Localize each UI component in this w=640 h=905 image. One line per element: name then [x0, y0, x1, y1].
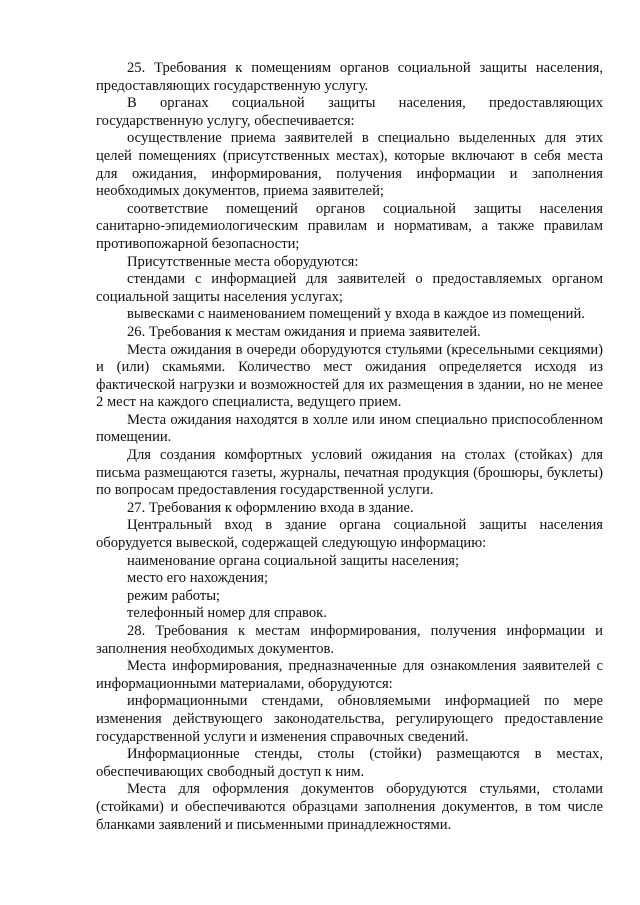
paragraph: 28. Требования к местам информирования, получения информации и заполнения необходимых документов.: [96, 623, 603, 657]
paragraph: Места информирования, предназначенные для ознакомления заявителей с информационными материалами, оборудуются:: [96, 658, 603, 692]
paragraph: Места ожидания находятся в холле или ином специально приспособленном помещении.: [96, 411, 603, 446]
paragraph: 26. Требования к местам ожидания и приема заявителей.: [127, 323, 481, 340]
document-page: [96, 60, 603, 834]
paragraph: Для создания комфортных условий ожидания на столах (стойках) для письма размещаются газеты, журналы, печатная продукция (брошюры, буклеты) по вопросам предоставления государственной услуги.: [96, 447, 603, 499]
paragraph: соответствие помещений органов социальной защиты населения санитарно-эпидемиологическим правилам и нормативам, а также правилам противопожарной безопасности;: [96, 200, 603, 252]
paragraph: наименование органа социальной защиты населения;: [127, 552, 460, 569]
paragraph: 25. Требования к помещениям органов социальной защиты населения, предоставляющих государственную услугу.: [96, 60, 603, 94]
paragraph: Присутственные места оборудуются:: [127, 253, 359, 270]
paragraph: осуществление приема заявителей в специально выделенных для этих целей помещениях (присутственных местах), которые включают в себя места для ожидания, информирования, получения информации и заполнения необходимых документов, приема заявителей;: [96, 130, 603, 200]
paragraph: Места ожидания в очереди оборудуются стульями (кресельными секциями) и (или) скамьями. Количество мест ожидания определяется исходя из фактической нагрузки и возможностей для их размещения в здании, но не менее 2 мест на каждого специалиста, ведущего прием.: [96, 341, 603, 411]
paragraph: место его нахождения;: [127, 570, 269, 587]
paragraph: вывесками с наименованием помещений у входа в каждое из помещений.: [127, 306, 585, 323]
paragraph: телефонный номер для справок.: [127, 605, 327, 622]
paragraph: стендами с информацией для заявителей о предоставляемых органом социальной защиты населения услугах;: [96, 271, 603, 305]
paragraph: 27. Требования к оформлению входа в здание.: [127, 499, 414, 516]
paragraph: Информационные стенды, столы (стойки) размещаются в местах, обеспечивающих свободный доступ к ним.: [96, 746, 603, 780]
paragraph: информационными стендами, обновляемыми информацией по мере изменения действующего законодательства, регулирующего предоставление государственной услуги и изменения справочных сведений.: [96, 693, 603, 745]
paragraph: режим работы;: [127, 587, 221, 604]
paragraph: Центральный вход в здание органа социальной защиты населения оборудуется вывеской, содержащей следующую информацию:: [96, 517, 603, 552]
paragraph: В органах социальной защиты населения, предоставляющих государственную услугу, обеспечивается:: [96, 95, 603, 129]
paragraph: Места для оформления документов оборудуются стульями, столами (стойками) и обеспечиваются образцами заполнения документов, в том числе бланками заявлений и письменными принадлежностями.: [96, 781, 603, 833]
